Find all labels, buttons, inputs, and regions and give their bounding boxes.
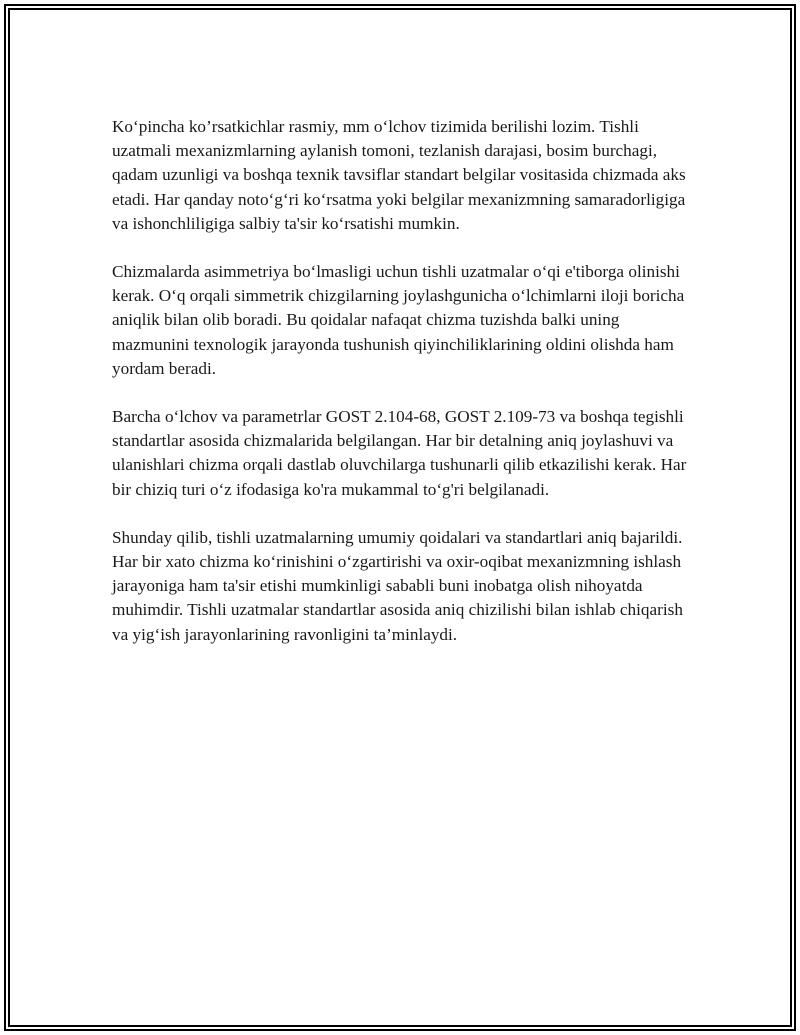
paragraph-1: Ko‘pincha ko’rsatkichlar rasmiy, mm o‘lchov tizimida berilishi lozim. Tishli uzatmali mexanizmlarning aylanish tomoni, tezlanish darajasi, bosim burchagi, qadam uzunligi va boshqa texnik tavsiflar standart belgilar vositasida chizmada aks etadi. Har qanday noto‘g‘ri ko‘rsatma yoki belgilar mexanizmning samaradorligiga va ishonchliligiga salbiy ta'sir ko‘rsatishi mumkin. [112, 117, 686, 233]
paragraph-3: Barcha o‘lchov va parametrlar GOST 2.104-68, GOST 2.109-73 va boshqa tegishli standartlar asosida chizmalarida belgilangan. Har bir detalning aniq joylashuvi va ulanishlari chizma orqali dastlab oluvchilarga tushunarli qilib etkazilishi kerak. Har bir chiziq turi o‘z ifodasiga ko'ra mukammal to‘g'ri belgilanadi. [112, 407, 687, 499]
document-body [112, 115, 692, 671]
paragraph-2: Chizmalarda asimmetriya bo‘lmasligi uchun tishli uzatmalar o‘qi e'tiborga olinishi kerak. O‘q orqali simmetrik chizgilarning joylashgunicha o‘lchimlarni iloji boricha aniqlik bilan olib boradi. Bu qoidalar nafaqat chizma tuzishda balki uning mazmunini texnologik jarayonda tushunish qiyinchiliklarining oldini olishda ham yordam beradi. [112, 262, 685, 378]
paragraph-4: Shunday qilib, tishli uzatmalarning umumiy qoidalari va standartlari aniq bajarildi. Har bir xato chizma ko‘rinishini o‘zgartirishi va oxir-oqibat mexanizmning ishlash jarayoniga ham ta'sir etishi mumkinligi sababli buni inobatga olish nihoyatda muhimdir. Tishli uzatmalar standartlar asosida aniq chizilishi bilan ishlab chiqarish va yig‘ish jarayonlarining ravonligini ta’minlaydi. [112, 527, 683, 644]
